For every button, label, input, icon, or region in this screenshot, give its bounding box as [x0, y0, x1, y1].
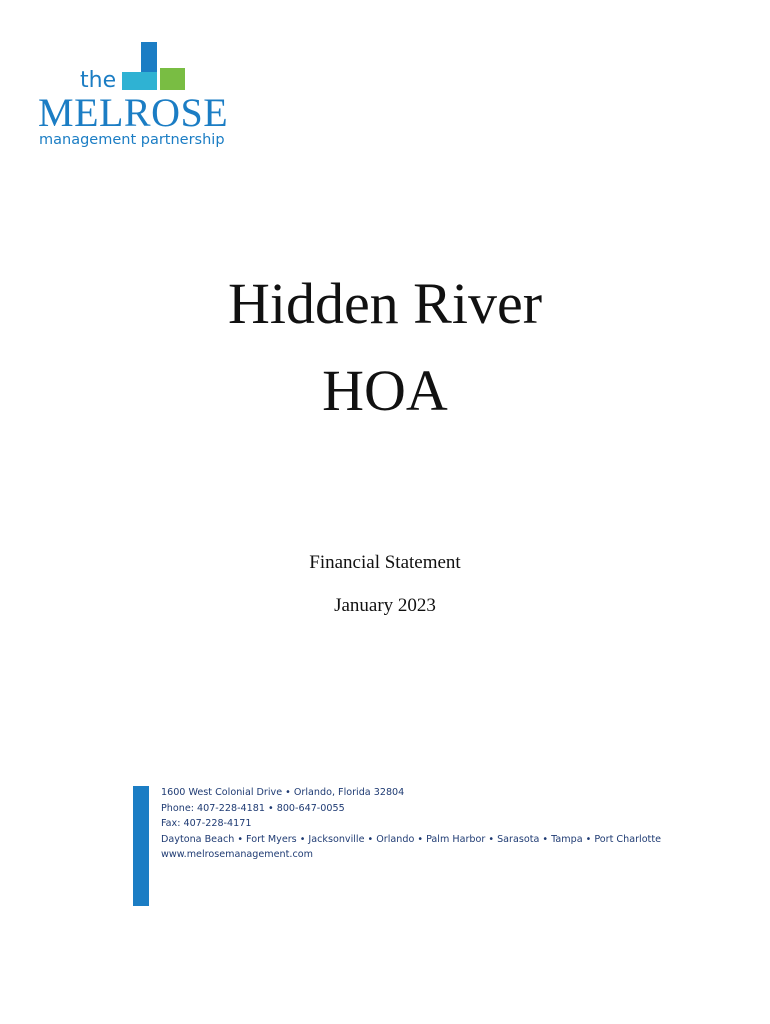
logo-cyan-block	[122, 72, 157, 90]
company-logo	[38, 42, 258, 154]
footer-phone: Phone: 407-228-4181 • 800-647-0055	[161, 802, 345, 814]
logo-green-block	[160, 68, 185, 90]
footer-fax: Fax: 407-228-4171	[161, 818, 252, 829]
document-date: January 2023	[334, 595, 436, 616]
logo-brand-text: MELROSE	[38, 90, 229, 135]
document-title-line-1: Hidden River	[227, 271, 543, 336]
footer-accent-bar	[133, 786, 149, 906]
document-type: Financial Statement	[309, 552, 461, 573]
footer-address: 1600 West Colonial Drive • Orlando, Florida 32804	[161, 787, 405, 798]
footer-website: www.melrosemanagement.com	[161, 849, 313, 860]
footer-contact-block	[161, 785, 661, 863]
footer-locations: Daytona Beach • Fort Myers • Jacksonville • Orlando • Palm Harbor • Sarasota • Tampa • Port Charlotte	[161, 833, 661, 845]
logo-tagline: management partnership	[39, 132, 225, 148]
logo-the-text: the	[80, 68, 117, 93]
document-title-line-2: HOA	[322, 358, 448, 423]
